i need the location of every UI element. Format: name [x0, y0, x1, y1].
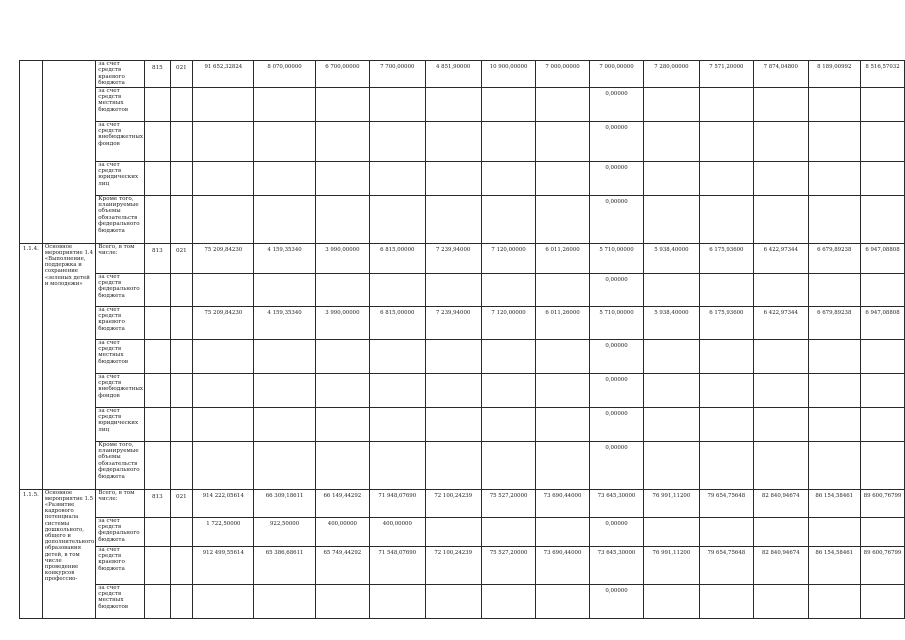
amount-cell [861, 584, 905, 618]
amount-cell [644, 339, 699, 373]
amount-cell: 65 386,68611 [254, 546, 315, 584]
amount-cell: 0,00000 [589, 273, 643, 306]
amount-cell [370, 195, 425, 243]
amount-cell [370, 441, 425, 489]
amount-cell [315, 441, 369, 489]
code-grbs [145, 195, 171, 243]
amount-cell [481, 273, 535, 306]
amount-cell [193, 195, 254, 243]
amount-cell [254, 339, 315, 373]
amount-cell: 5 938,40000 [644, 243, 699, 273]
amount-cell: 91 652,32824 [193, 61, 254, 88]
amount-cell [254, 441, 315, 489]
amount-cell: 79 654,75648 [699, 489, 753, 517]
amount-cell: 7 571,20000 [699, 61, 753, 88]
budget-table [19, 60, 905, 619]
amount-cell [481, 517, 535, 546]
code-section [170, 407, 193, 441]
code-section: 021 [170, 489, 193, 517]
amount-cell [754, 373, 808, 407]
amount-cell: 66 309,18611 [254, 489, 315, 517]
amount-cell [315, 161, 369, 195]
amount-cell [754, 441, 808, 489]
row-index [20, 61, 43, 244]
amount-cell [644, 517, 699, 546]
funding-source: за счет средств краевого бюджета [96, 61, 145, 88]
funding-source: за счет средств местных бюджетов [96, 584, 145, 618]
amount-cell [425, 273, 481, 306]
amount-cell [315, 339, 369, 373]
amount-cell: 8 516,57032 [861, 61, 905, 88]
amount-cell: 0,00000 [589, 373, 643, 407]
code-grbs: 813 [145, 243, 171, 273]
amount-cell [481, 87, 535, 121]
code-grbs [145, 121, 171, 161]
amount-cell [315, 407, 369, 441]
amount-cell [315, 87, 369, 121]
amount-cell: 82 840,94674 [754, 489, 808, 517]
amount-cell [254, 161, 315, 195]
amount-cell: 72 100,24239 [425, 489, 481, 517]
amount-cell [808, 517, 861, 546]
measure-name [42, 61, 95, 244]
amount-cell: 75 527,20000 [481, 546, 535, 584]
amount-cell: 0,00000 [589, 121, 643, 161]
amount-cell: 7 280,00000 [644, 61, 699, 88]
amount-cell [536, 517, 589, 546]
amount-cell [808, 373, 861, 407]
amount-cell: 7 700,00000 [370, 61, 425, 88]
code-section [170, 546, 193, 584]
amount-cell: 75 209,84230 [193, 306, 254, 339]
amount-cell: 6 679,89238 [808, 306, 861, 339]
amount-cell: 7 000,00000 [589, 61, 643, 88]
amount-cell [699, 373, 753, 407]
amount-cell: 89 600,76799 [861, 489, 905, 517]
amount-cell [425, 584, 481, 618]
amount-cell [370, 584, 425, 618]
code-grbs [145, 373, 171, 407]
amount-cell [754, 161, 808, 195]
amount-cell [370, 87, 425, 121]
amount-cell [536, 407, 589, 441]
code-section [170, 339, 193, 373]
amount-cell: 7 120,00000 [481, 243, 535, 273]
amount-cell [193, 441, 254, 489]
table-row [20, 339, 905, 373]
amount-cell [808, 273, 861, 306]
amount-cell [754, 195, 808, 243]
amount-cell [808, 407, 861, 441]
amount-cell: 6 011,26000 [536, 243, 589, 273]
amount-cell: 73 690,44000 [536, 546, 589, 584]
table-row [20, 195, 905, 243]
amount-cell [254, 407, 315, 441]
amount-cell [861, 407, 905, 441]
amount-cell [699, 339, 753, 373]
amount-cell: 0,00000 [589, 517, 643, 546]
funding-source: Кроме того, планируемые объемы обязательств федерального бюджета [96, 195, 145, 243]
amount-cell [861, 87, 905, 121]
amount-cell: 914 222,05614 [193, 489, 254, 517]
amount-cell [425, 121, 481, 161]
amount-cell [425, 87, 481, 121]
amount-cell [808, 441, 861, 489]
amount-cell [254, 121, 315, 161]
code-grbs [145, 584, 171, 618]
amount-cell: 89 600,76799 [861, 546, 905, 584]
code-section [170, 517, 193, 546]
amount-cell: 73 645,30000 [589, 546, 643, 584]
amount-cell: 6 947,08808 [861, 306, 905, 339]
amount-cell [536, 87, 589, 121]
amount-cell: 912 499,55614 [193, 546, 254, 584]
table-row [20, 441, 905, 489]
amount-cell: 0,00000 [589, 441, 643, 489]
amount-cell [425, 407, 481, 441]
funding-source: за счет средств краевого бюджета [96, 306, 145, 339]
measure-name: Основное мероприятие 1.5 «Развитие кадрового потенциала системы дошкольного, общего и дополнительного образования детей, в том числе проведение конкурсов профессио- [42, 489, 95, 618]
amount-cell [315, 195, 369, 243]
amount-cell [808, 87, 861, 121]
code-grbs [145, 546, 171, 584]
amount-cell [193, 407, 254, 441]
amount-cell [425, 339, 481, 373]
amount-cell: 922,50000 [254, 517, 315, 546]
code-grbs [145, 407, 171, 441]
amount-cell [644, 195, 699, 243]
amount-cell [644, 121, 699, 161]
amount-cell [861, 195, 905, 243]
amount-cell: 0,00000 [589, 339, 643, 373]
code-grbs [145, 161, 171, 195]
amount-cell: 7 000,00000 [536, 61, 589, 88]
table-body [20, 61, 905, 619]
amount-cell: 0,00000 [589, 195, 643, 243]
table-row [20, 121, 905, 161]
amount-cell: 71 948,07690 [370, 489, 425, 517]
amount-cell [425, 161, 481, 195]
row-index: 1.1.5. [20, 489, 43, 618]
amount-cell: 6 947,08808 [861, 243, 905, 273]
amount-cell [315, 273, 369, 306]
code-grbs [145, 87, 171, 121]
amount-cell [536, 584, 589, 618]
funding-source: за счет средств местных бюджетов [96, 87, 145, 121]
amount-cell [193, 273, 254, 306]
amount-cell [370, 373, 425, 407]
amount-cell [754, 273, 808, 306]
code-section [170, 306, 193, 339]
amount-cell: 6 175,93600 [699, 243, 753, 273]
funding-source: за счет средств внебюджетных фондов [96, 121, 145, 161]
amount-cell: 86 154,58461 [808, 546, 861, 584]
amount-cell [699, 584, 753, 618]
amount-cell: 8 189,00992 [808, 61, 861, 88]
code-section: 021 [170, 61, 193, 88]
amount-cell: 5 710,00000 [589, 243, 643, 273]
amount-cell: 79 654,75648 [699, 546, 753, 584]
table-row [20, 517, 905, 546]
amount-cell [481, 121, 535, 161]
amount-cell [754, 121, 808, 161]
amount-cell [481, 339, 535, 373]
code-grbs [145, 273, 171, 306]
amount-cell: 7 120,00000 [481, 306, 535, 339]
amount-cell [254, 584, 315, 618]
table-row [20, 306, 905, 339]
amount-cell: 6 679,89238 [808, 243, 861, 273]
funding-source: Всего, в том числе: [96, 243, 145, 273]
table-row [20, 407, 905, 441]
amount-cell: 0,00000 [589, 584, 643, 618]
amount-cell [425, 195, 481, 243]
amount-cell [644, 161, 699, 195]
amount-cell [699, 517, 753, 546]
document-sheet [19, 60, 905, 619]
amount-cell [536, 373, 589, 407]
amount-cell [193, 87, 254, 121]
amount-cell [808, 121, 861, 161]
row-index: 1.1.4. [20, 243, 43, 489]
amount-cell [644, 407, 699, 441]
table-row [20, 61, 905, 88]
amount-cell [536, 441, 589, 489]
amount-cell [861, 339, 905, 373]
amount-cell [808, 161, 861, 195]
code-section [170, 161, 193, 195]
amount-cell [193, 584, 254, 618]
table-row [20, 489, 905, 517]
amount-cell [481, 584, 535, 618]
amount-cell: 0,00000 [589, 87, 643, 121]
amount-cell: 0,00000 [589, 407, 643, 441]
funding-source: за счет средств краевого бюджета [96, 546, 145, 584]
amount-cell: 7 239,94000 [425, 306, 481, 339]
amount-cell [254, 273, 315, 306]
amount-cell: 66 149,44292 [315, 489, 369, 517]
amount-cell: 6 815,00000 [370, 243, 425, 273]
amount-cell: 7 874,04800 [754, 61, 808, 88]
amount-cell: 8 070,00000 [254, 61, 315, 88]
amount-cell [315, 584, 369, 618]
amount-cell [644, 373, 699, 407]
amount-cell [315, 121, 369, 161]
amount-cell: 75 527,20000 [481, 489, 535, 517]
amount-cell [754, 87, 808, 121]
amount-cell [754, 407, 808, 441]
funding-source: за счет средств федерального бюджета [96, 273, 145, 306]
amount-cell [861, 273, 905, 306]
amount-cell [481, 407, 535, 441]
code-grbs [145, 339, 171, 373]
amount-cell: 86 154,58461 [808, 489, 861, 517]
amount-cell [254, 87, 315, 121]
amount-cell [193, 373, 254, 407]
amount-cell [193, 339, 254, 373]
funding-source: за счет средств юридических лиц [96, 407, 145, 441]
amount-cell [861, 121, 905, 161]
table-row [20, 161, 905, 195]
amount-cell: 75 209,84230 [193, 243, 254, 273]
amount-cell [481, 373, 535, 407]
amount-cell [193, 121, 254, 161]
amount-cell: 6 700,00000 [315, 61, 369, 88]
amount-cell [699, 161, 753, 195]
amount-cell: 4 851,90000 [425, 61, 481, 88]
amount-cell: 73 645,30000 [589, 489, 643, 517]
amount-cell: 76 991,11200 [644, 489, 699, 517]
amount-cell [699, 87, 753, 121]
amount-cell [644, 584, 699, 618]
amount-cell: 7 239,94000 [425, 243, 481, 273]
amount-cell [254, 195, 315, 243]
amount-cell: 0,00000 [589, 161, 643, 195]
amount-cell [536, 273, 589, 306]
amount-cell [699, 407, 753, 441]
amount-cell [481, 441, 535, 489]
amount-cell: 3 990,00000 [315, 243, 369, 273]
code-section [170, 121, 193, 161]
code-section [170, 373, 193, 407]
code-grbs [145, 306, 171, 339]
table-row [20, 273, 905, 306]
amount-cell: 10 900,00000 [481, 61, 535, 88]
amount-cell: 4 159,35340 [254, 243, 315, 273]
table-row [20, 243, 905, 273]
amount-cell [370, 161, 425, 195]
code-grbs: 815 [145, 61, 171, 88]
amount-cell: 82 840,94674 [754, 546, 808, 584]
amount-cell [699, 121, 753, 161]
amount-cell: 6 815,00000 [370, 306, 425, 339]
amount-cell: 76 991,11200 [644, 546, 699, 584]
funding-source: за счет средств федерального бюджета [96, 517, 145, 546]
amount-cell [425, 517, 481, 546]
funding-source: Всего, в том числе: [96, 489, 145, 517]
amount-cell: 6 175,93600 [699, 306, 753, 339]
amount-cell: 4 159,35340 [254, 306, 315, 339]
amount-cell: 6 422,97344 [754, 306, 808, 339]
amount-cell [481, 161, 535, 195]
amount-cell [808, 339, 861, 373]
code-section [170, 584, 193, 618]
code-grbs [145, 441, 171, 489]
amount-cell: 6 422,97344 [754, 243, 808, 273]
amount-cell [699, 195, 753, 243]
amount-cell [861, 517, 905, 546]
amount-cell [536, 121, 589, 161]
funding-source: Кроме того, планируемые объемы обязательств федерального бюджета [96, 441, 145, 489]
amount-cell [370, 407, 425, 441]
funding-source: за счет средств местных бюджетов [96, 339, 145, 373]
amount-cell: 72 100,24239 [425, 546, 481, 584]
amount-cell [254, 373, 315, 407]
amount-cell: 3 990,00000 [315, 306, 369, 339]
code-grbs: 813 [145, 489, 171, 517]
amount-cell: 73 690,44000 [536, 489, 589, 517]
table-row [20, 546, 905, 584]
amount-cell: 1 722,50000 [193, 517, 254, 546]
amount-cell [536, 195, 589, 243]
amount-cell [861, 373, 905, 407]
amount-cell [861, 161, 905, 195]
code-section [170, 87, 193, 121]
amount-cell [808, 584, 861, 618]
amount-cell [699, 273, 753, 306]
table-row [20, 87, 905, 121]
amount-cell: 400,00000 [370, 517, 425, 546]
amount-cell [536, 161, 589, 195]
amount-cell [644, 441, 699, 489]
amount-cell [315, 373, 369, 407]
amount-cell: 5 938,40000 [644, 306, 699, 339]
code-section: 021 [170, 243, 193, 273]
code-section [170, 441, 193, 489]
amount-cell [481, 195, 535, 243]
measure-name: Основное мероприятие 1.4 «Выполнение, поддержка и сохранение «зеленых детей и молодежи» [42, 243, 95, 489]
amount-cell [425, 441, 481, 489]
amount-cell: 6 011,26000 [536, 306, 589, 339]
amount-cell [754, 339, 808, 373]
amount-cell [861, 441, 905, 489]
amount-cell [754, 584, 808, 618]
amount-cell: 5 710,00000 [589, 306, 643, 339]
code-section [170, 195, 193, 243]
amount-cell: 71 548,07690 [370, 546, 425, 584]
funding-source: за счет средств юридических лиц [96, 161, 145, 195]
amount-cell [754, 517, 808, 546]
code-section [170, 273, 193, 306]
code-grbs [145, 517, 171, 546]
amount-cell: 65 749,44292 [315, 546, 369, 584]
amount-cell [536, 339, 589, 373]
amount-cell [644, 87, 699, 121]
amount-cell [193, 161, 254, 195]
table-row [20, 373, 905, 407]
amount-cell [370, 121, 425, 161]
funding-source: за счет средств внебюджетных фондов [96, 373, 145, 407]
amount-cell [425, 373, 481, 407]
amount-cell [808, 195, 861, 243]
table-row [20, 584, 905, 618]
amount-cell [370, 273, 425, 306]
amount-cell: 400,00000 [315, 517, 369, 546]
amount-cell [699, 441, 753, 489]
amount-cell [644, 273, 699, 306]
amount-cell [370, 339, 425, 373]
